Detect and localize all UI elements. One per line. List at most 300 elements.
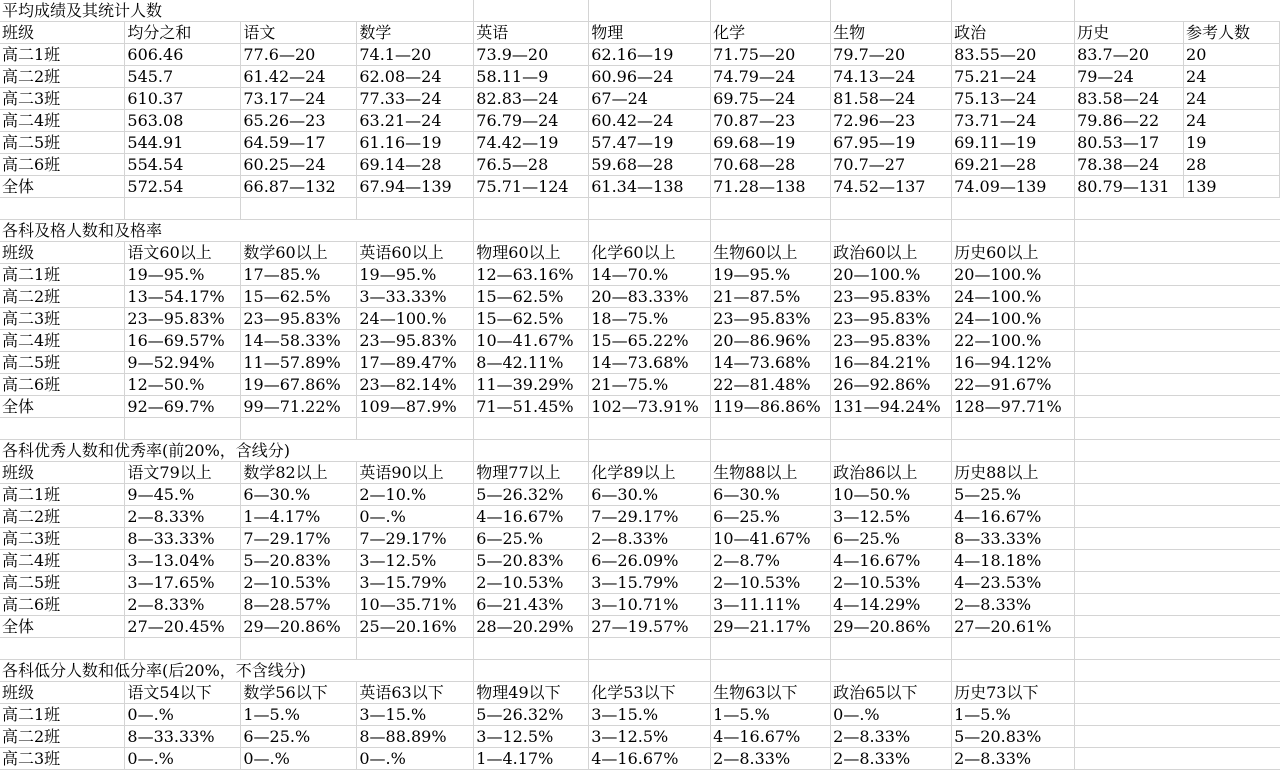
data-cell[interactable]: 24 <box>1184 88 1280 110</box>
data-cell[interactable]: 0—.% <box>357 748 474 770</box>
data-cell[interactable]: 19—95.% <box>125 264 241 286</box>
data-cell[interactable]: 11—57.89% <box>241 352 357 374</box>
data-cell[interactable]: 563.08 <box>125 110 241 132</box>
data-cell[interactable]: 75.21—24 <box>952 66 1075 88</box>
empty-cell[interactable] <box>1075 704 1184 726</box>
column-header-cell[interactable]: 英语 <box>474 22 589 44</box>
empty-cell[interactable] <box>711 220 831 242</box>
empty-cell[interactable] <box>1075 0 1184 22</box>
column-header-cell[interactable]: 政治 <box>952 22 1075 44</box>
data-cell[interactable]: 23—95.83% <box>831 330 952 352</box>
data-cell[interactable]: 2—10.53% <box>831 572 952 594</box>
empty-cell[interactable] <box>952 220 1075 242</box>
data-cell[interactable]: 14—73.68% <box>589 352 711 374</box>
empty-cell[interactable] <box>1075 572 1184 594</box>
column-header-cell[interactable]: 物理49以下 <box>474 682 589 704</box>
data-cell[interactable]: 20—100.% <box>952 264 1075 286</box>
data-cell[interactable]: 4—23.53% <box>952 572 1075 594</box>
data-cell[interactable]: 6—30.% <box>589 484 711 506</box>
data-cell[interactable]: 5—20.83% <box>241 550 357 572</box>
data-cell[interactable]: 82.83—24 <box>474 88 589 110</box>
data-cell[interactable]: 6—25.% <box>241 726 357 748</box>
data-cell[interactable]: 59.68—28 <box>589 154 711 176</box>
data-cell[interactable]: 20—100.% <box>831 264 952 286</box>
empty-cell[interactable] <box>125 418 241 440</box>
data-cell[interactable]: 81.58—24 <box>831 88 952 110</box>
data-cell[interactable]: 9—52.94% <box>125 352 241 374</box>
empty-cell[interactable] <box>711 198 831 220</box>
data-cell[interactable]: 23—95.83% <box>831 308 952 330</box>
empty-cell[interactable] <box>1075 374 1184 396</box>
empty-cell[interactable] <box>1184 572 1280 594</box>
row-label-cell[interactable]: 高二4班 <box>0 110 125 132</box>
data-cell[interactable]: 27—20.61% <box>952 616 1075 638</box>
data-cell[interactable]: 15—62.5% <box>241 286 357 308</box>
data-cell[interactable]: 83.7—20 <box>1075 44 1184 66</box>
data-cell[interactable]: 69.68—19 <box>711 132 831 154</box>
data-cell[interactable]: 2—8.33% <box>589 528 711 550</box>
data-cell[interactable]: 71—51.45% <box>474 396 589 418</box>
empty-cell[interactable] <box>1075 594 1184 616</box>
empty-cell[interactable] <box>1184 484 1280 506</box>
data-cell[interactable]: 2—8.33% <box>952 594 1075 616</box>
row-label-cell[interactable]: 高二2班 <box>0 66 125 88</box>
data-cell[interactable]: 13—54.17% <box>125 286 241 308</box>
empty-cell[interactable] <box>241 198 357 220</box>
data-cell[interactable]: 2—8.33% <box>831 726 952 748</box>
empty-cell[interactable] <box>1184 506 1280 528</box>
data-cell[interactable]: 23—95.83% <box>711 308 831 330</box>
empty-cell[interactable] <box>1184 440 1280 462</box>
column-header-cell[interactable]: 物理60以上 <box>474 242 589 264</box>
empty-cell[interactable] <box>1075 484 1184 506</box>
empty-cell[interactable] <box>831 440 952 462</box>
data-cell[interactable]: 75.71—124 <box>474 176 589 198</box>
data-cell[interactable]: 67—24 <box>589 88 711 110</box>
data-cell[interactable]: 61.42—24 <box>241 66 357 88</box>
data-cell[interactable]: 0—.% <box>125 748 241 770</box>
column-header-cell[interactable]: 化学53以下 <box>589 682 711 704</box>
data-cell[interactable]: 22—91.67% <box>952 374 1075 396</box>
data-cell[interactable]: 16—69.57% <box>125 330 241 352</box>
column-header-cell[interactable]: 英语60以上 <box>357 242 474 264</box>
row-label-cell[interactable]: 高二6班 <box>0 154 125 176</box>
data-cell[interactable]: 2—8.33% <box>125 594 241 616</box>
empty-cell[interactable] <box>952 638 1075 660</box>
data-cell[interactable]: 62.16—19 <box>589 44 711 66</box>
empty-cell[interactable] <box>589 660 711 682</box>
data-cell[interactable]: 72.96—23 <box>831 110 952 132</box>
column-header-cell[interactable]: 班级 <box>0 682 125 704</box>
empty-cell[interactable] <box>1184 330 1280 352</box>
data-cell[interactable]: 24—100.% <box>952 286 1075 308</box>
data-cell[interactable]: 3—10.71% <box>589 594 711 616</box>
empty-cell[interactable] <box>357 198 474 220</box>
empty-cell[interactable] <box>1184 396 1280 418</box>
empty-cell[interactable] <box>1184 462 1280 484</box>
data-cell[interactable]: 74.42—19 <box>474 132 589 154</box>
empty-cell[interactable] <box>952 418 1075 440</box>
empty-cell[interactable] <box>1184 242 1280 264</box>
data-cell[interactable]: 28—20.29% <box>474 616 589 638</box>
column-header-cell[interactable]: 班级 <box>0 242 125 264</box>
data-cell[interactable]: 16—94.12% <box>952 352 1075 374</box>
data-cell[interactable]: 17—89.47% <box>357 352 474 374</box>
column-header-cell[interactable]: 生物63以下 <box>711 682 831 704</box>
data-cell[interactable]: 14—58.33% <box>241 330 357 352</box>
empty-cell[interactable] <box>474 660 589 682</box>
data-cell[interactable]: 28 <box>1184 154 1280 176</box>
empty-cell[interactable] <box>1075 264 1184 286</box>
empty-cell[interactable] <box>1184 660 1280 682</box>
empty-cell[interactable] <box>1184 550 1280 572</box>
data-cell[interactable]: 70.87—23 <box>711 110 831 132</box>
empty-cell[interactable] <box>241 638 357 660</box>
row-label-cell[interactable]: 高二2班 <box>0 286 125 308</box>
data-cell[interactable]: 71.28—138 <box>711 176 831 198</box>
data-cell[interactable]: 8—88.89% <box>357 726 474 748</box>
empty-cell[interactable] <box>952 660 1075 682</box>
data-cell[interactable]: 83.58—24 <box>1075 88 1184 110</box>
data-cell[interactable]: 6—21.43% <box>474 594 589 616</box>
data-cell[interactable]: 74.1—20 <box>357 44 474 66</box>
empty-cell[interactable] <box>241 418 357 440</box>
data-cell[interactable]: 5—26.32% <box>474 484 589 506</box>
empty-cell[interactable] <box>474 638 589 660</box>
empty-cell[interactable] <box>1075 440 1184 462</box>
data-cell[interactable]: 5—25.% <box>952 484 1075 506</box>
column-header-cell[interactable]: 化学 <box>711 22 831 44</box>
data-cell[interactable]: 74.52—137 <box>831 176 952 198</box>
data-cell[interactable]: 19—95.% <box>711 264 831 286</box>
row-label-cell[interactable]: 高二5班 <box>0 132 125 154</box>
data-cell[interactable]: 2—10.53% <box>711 572 831 594</box>
section-title-cell[interactable]: 平均成绩及其统计人数 <box>0 0 357 22</box>
row-label-cell[interactable]: 高二6班 <box>0 374 125 396</box>
data-cell[interactable]: 8—33.33% <box>125 528 241 550</box>
row-label-cell[interactable]: 全体 <box>0 396 125 418</box>
column-header-cell[interactable]: 历史88以上 <box>952 462 1075 484</box>
column-header-cell[interactable]: 语文60以上 <box>125 242 241 264</box>
data-cell[interactable]: 16—84.21% <box>831 352 952 374</box>
data-cell[interactable]: 20—86.96% <box>711 330 831 352</box>
column-header-cell[interactable]: 均分之和 <box>125 22 241 44</box>
data-cell[interactable]: 76.79—24 <box>474 110 589 132</box>
empty-cell[interactable] <box>357 638 474 660</box>
empty-cell[interactable] <box>952 198 1075 220</box>
data-cell[interactable]: 1—5.% <box>711 704 831 726</box>
data-cell[interactable]: 4—16.67% <box>589 748 711 770</box>
empty-cell[interactable] <box>1184 0 1280 22</box>
empty-cell[interactable] <box>474 220 589 242</box>
empty-cell[interactable] <box>589 440 711 462</box>
data-cell[interactable]: 77.33—24 <box>357 88 474 110</box>
column-header-cell[interactable]: 历史60以上 <box>952 242 1075 264</box>
data-cell[interactable]: 20 <box>1184 44 1280 66</box>
data-cell[interactable]: 22—100.% <box>952 330 1075 352</box>
data-cell[interactable]: 3—15.79% <box>357 572 474 594</box>
row-label-cell[interactable]: 高二6班 <box>0 594 125 616</box>
empty-cell[interactable] <box>1075 352 1184 374</box>
data-cell[interactable]: 21—75.% <box>589 374 711 396</box>
row-label-cell[interactable]: 高二1班 <box>0 704 125 726</box>
column-header-cell[interactable]: 政治65以下 <box>831 682 952 704</box>
data-cell[interactable]: 544.91 <box>125 132 241 154</box>
empty-cell[interactable] <box>831 660 952 682</box>
data-cell[interactable]: 79.86—22 <box>1075 110 1184 132</box>
column-header-cell[interactable]: 数学 <box>357 22 474 44</box>
data-cell[interactable]: 11—39.29% <box>474 374 589 396</box>
empty-cell[interactable] <box>1184 726 1280 748</box>
data-cell[interactable]: 99—71.22% <box>241 396 357 418</box>
data-cell[interactable]: 73.17—24 <box>241 88 357 110</box>
column-header-cell[interactable]: 生物 <box>831 22 952 44</box>
data-cell[interactable]: 67.95—19 <box>831 132 952 154</box>
data-cell[interactable]: 7—29.17% <box>589 506 711 528</box>
data-cell[interactable]: 23—95.83% <box>831 286 952 308</box>
data-cell[interactable]: 2—10.53% <box>241 572 357 594</box>
empty-cell[interactable] <box>1075 616 1184 638</box>
row-label-cell[interactable]: 全体 <box>0 176 125 198</box>
data-cell[interactable]: 12—50.% <box>125 374 241 396</box>
data-cell[interactable]: 75.13—24 <box>952 88 1075 110</box>
empty-cell[interactable] <box>1184 198 1280 220</box>
row-label-cell[interactable]: 高二4班 <box>0 330 125 352</box>
row-label-cell[interactable]: 高二1班 <box>0 44 125 66</box>
empty-cell[interactable] <box>1184 638 1280 660</box>
data-cell[interactable]: 4—14.29% <box>831 594 952 616</box>
data-cell[interactable]: 73.71—24 <box>952 110 1075 132</box>
data-cell[interactable]: 6—25.% <box>474 528 589 550</box>
empty-cell[interactable] <box>1184 594 1280 616</box>
data-cell[interactable]: 74.09—139 <box>952 176 1075 198</box>
empty-cell[interactable] <box>1075 748 1184 770</box>
empty-cell[interactable] <box>1075 198 1184 220</box>
data-cell[interactable]: 69.21—28 <box>952 154 1075 176</box>
data-cell[interactable]: 0—.% <box>241 748 357 770</box>
data-cell[interactable]: 4—16.67% <box>831 550 952 572</box>
data-cell[interactable]: 109—87.9% <box>357 396 474 418</box>
data-cell[interactable]: 572.54 <box>125 176 241 198</box>
data-cell[interactable]: 2—10.53% <box>474 572 589 594</box>
empty-cell[interactable] <box>357 660 474 682</box>
data-cell[interactable]: 9—45.% <box>125 484 241 506</box>
empty-cell[interactable] <box>589 0 711 22</box>
data-cell[interactable]: 2—8.33% <box>952 748 1075 770</box>
empty-cell[interactable] <box>1075 396 1184 418</box>
row-label-cell[interactable]: 全体 <box>0 616 125 638</box>
column-header-cell[interactable]: 政治86以上 <box>831 462 952 484</box>
data-cell[interactable]: 29—20.86% <box>831 616 952 638</box>
data-cell[interactable]: 25—20.16% <box>357 616 474 638</box>
empty-cell[interactable] <box>952 0 1075 22</box>
empty-cell[interactable] <box>831 638 952 660</box>
column-header-cell[interactable]: 生物88以上 <box>711 462 831 484</box>
data-cell[interactable]: 3—15.79% <box>589 572 711 594</box>
empty-cell[interactable] <box>1184 528 1280 550</box>
data-cell[interactable]: 58.11—9 <box>474 66 589 88</box>
data-cell[interactable]: 27—19.57% <box>589 616 711 638</box>
data-cell[interactable]: 26—92.86% <box>831 374 952 396</box>
empty-cell[interactable] <box>1184 352 1280 374</box>
data-cell[interactable]: 4—16.67% <box>711 726 831 748</box>
data-cell[interactable]: 14—73.68% <box>711 352 831 374</box>
empty-cell[interactable] <box>357 0 474 22</box>
empty-cell[interactable] <box>1075 660 1184 682</box>
data-cell[interactable]: 66.87—132 <box>241 176 357 198</box>
data-cell[interactable]: 6—25.% <box>711 506 831 528</box>
data-cell[interactable]: 92—69.7% <box>125 396 241 418</box>
empty-cell[interactable] <box>831 198 952 220</box>
data-cell[interactable]: 20—83.33% <box>589 286 711 308</box>
empty-cell[interactable] <box>474 198 589 220</box>
data-cell[interactable]: 2—8.33% <box>125 506 241 528</box>
data-cell[interactable]: 24—100.% <box>952 308 1075 330</box>
data-cell[interactable]: 3—33.33% <box>357 286 474 308</box>
data-cell[interactable]: 23—95.83% <box>125 308 241 330</box>
section-title-cell[interactable]: 各科及格人数和及格率 <box>0 220 357 242</box>
data-cell[interactable]: 3—12.5% <box>589 726 711 748</box>
empty-cell[interactable] <box>589 220 711 242</box>
data-cell[interactable]: 2—10.% <box>357 484 474 506</box>
empty-cell[interactable] <box>831 418 952 440</box>
data-cell[interactable]: 74.13—24 <box>831 66 952 88</box>
empty-cell[interactable] <box>1075 528 1184 550</box>
data-cell[interactable]: 4—16.67% <box>474 506 589 528</box>
column-header-cell[interactable]: 物理 <box>589 22 711 44</box>
empty-cell[interactable] <box>0 198 125 220</box>
data-cell[interactable]: 12—63.16% <box>474 264 589 286</box>
data-cell[interactable]: 15—65.22% <box>589 330 711 352</box>
data-cell[interactable]: 19—95.% <box>357 264 474 286</box>
data-cell[interactable]: 71.75—20 <box>711 44 831 66</box>
data-cell[interactable]: 78.38—24 <box>1075 154 1184 176</box>
data-cell[interactable]: 0—.% <box>831 704 952 726</box>
data-cell[interactable]: 6—30.% <box>711 484 831 506</box>
data-cell[interactable]: 610.37 <box>125 88 241 110</box>
empty-cell[interactable] <box>589 198 711 220</box>
empty-cell[interactable] <box>1075 682 1184 704</box>
data-cell[interactable]: 606.46 <box>125 44 241 66</box>
empty-cell[interactable] <box>1184 748 1280 770</box>
data-cell[interactable]: 57.47—19 <box>589 132 711 154</box>
data-cell[interactable]: 76.5—28 <box>474 154 589 176</box>
empty-cell[interactable] <box>125 198 241 220</box>
column-header-cell[interactable]: 物理77以上 <box>474 462 589 484</box>
column-header-cell[interactable]: 语文 <box>241 22 357 44</box>
data-cell[interactable]: 2—8.33% <box>831 748 952 770</box>
column-header-cell[interactable]: 班级 <box>0 22 125 44</box>
empty-cell[interactable] <box>589 418 711 440</box>
empty-cell[interactable] <box>474 0 589 22</box>
row-label-cell[interactable]: 高二2班 <box>0 726 125 748</box>
empty-cell[interactable] <box>0 638 125 660</box>
data-cell[interactable]: 3—15.% <box>357 704 474 726</box>
column-header-cell[interactable]: 历史73以下 <box>952 682 1075 704</box>
data-cell[interactable]: 8—33.33% <box>125 726 241 748</box>
row-label-cell[interactable]: 高二5班 <box>0 352 125 374</box>
empty-cell[interactable] <box>1075 550 1184 572</box>
empty-cell[interactable] <box>474 418 589 440</box>
data-cell[interactable]: 2—8.7% <box>711 550 831 572</box>
empty-cell[interactable] <box>1184 374 1280 396</box>
data-cell[interactable]: 64.59—17 <box>241 132 357 154</box>
empty-cell[interactable] <box>1075 462 1184 484</box>
data-cell[interactable]: 10—50.% <box>831 484 952 506</box>
data-cell[interactable]: 1—5.% <box>241 704 357 726</box>
data-cell[interactable]: 5—20.83% <box>952 726 1075 748</box>
empty-cell[interactable] <box>952 440 1075 462</box>
data-cell[interactable]: 10—35.71% <box>357 594 474 616</box>
empty-cell[interactable] <box>1075 242 1184 264</box>
data-cell[interactable]: 554.54 <box>125 154 241 176</box>
data-cell[interactable]: 3—17.65% <box>125 572 241 594</box>
data-cell[interactable]: 8—42.11% <box>474 352 589 374</box>
data-cell[interactable]: 102—73.91% <box>589 396 711 418</box>
data-cell[interactable]: 17—85.% <box>241 264 357 286</box>
data-cell[interactable]: 7—29.17% <box>357 528 474 550</box>
data-cell[interactable]: 79.7—20 <box>831 44 952 66</box>
empty-cell[interactable] <box>831 0 952 22</box>
data-cell[interactable]: 3—13.04% <box>125 550 241 572</box>
data-cell[interactable]: 1—4.17% <box>241 506 357 528</box>
section-title-cell[interactable]: 各科低分人数和低分率(后20%，不含线分) <box>0 660 357 682</box>
empty-cell[interactable] <box>831 220 952 242</box>
data-cell[interactable]: 60.25—24 <box>241 154 357 176</box>
column-header-cell[interactable]: 语文79以上 <box>125 462 241 484</box>
data-cell[interactable]: 27—20.45% <box>125 616 241 638</box>
data-cell[interactable]: 29—20.86% <box>241 616 357 638</box>
data-cell[interactable]: 60.96—24 <box>589 66 711 88</box>
empty-cell[interactable] <box>1075 418 1184 440</box>
empty-cell[interactable] <box>0 418 125 440</box>
data-cell[interactable]: 70.68—28 <box>711 154 831 176</box>
column-header-cell[interactable]: 语文54以下 <box>125 682 241 704</box>
data-cell[interactable]: 545.7 <box>125 66 241 88</box>
data-cell[interactable]: 4—16.67% <box>952 506 1075 528</box>
column-header-cell[interactable]: 化学89以上 <box>589 462 711 484</box>
data-cell[interactable]: 2—8.33% <box>711 748 831 770</box>
section-title-cell[interactable]: 各科优秀人数和优秀率(前20%，含线分) <box>0 440 357 462</box>
empty-cell[interactable] <box>474 440 589 462</box>
data-cell[interactable]: 3—12.5% <box>357 550 474 572</box>
data-cell[interactable]: 128—97.71% <box>952 396 1075 418</box>
row-label-cell[interactable]: 高二1班 <box>0 484 125 506</box>
data-cell[interactable]: 73.9—20 <box>474 44 589 66</box>
data-cell[interactable]: 15—62.5% <box>474 308 589 330</box>
column-header-cell[interactable]: 英语63以下 <box>357 682 474 704</box>
data-cell[interactable]: 77.6—20 <box>241 44 357 66</box>
data-cell[interactable]: 70.7—27 <box>831 154 952 176</box>
data-cell[interactable]: 119—86.86% <box>711 396 831 418</box>
row-label-cell[interactable]: 高二3班 <box>0 748 125 770</box>
data-cell[interactable]: 1—5.% <box>952 704 1075 726</box>
data-cell[interactable]: 1—4.17% <box>474 748 589 770</box>
data-cell[interactable]: 67.94—139 <box>357 176 474 198</box>
empty-cell[interactable] <box>711 418 831 440</box>
data-cell[interactable]: 69.75—24 <box>711 88 831 110</box>
row-label-cell[interactable]: 高二2班 <box>0 506 125 528</box>
column-header-cell[interactable]: 数学56以下 <box>241 682 357 704</box>
data-cell[interactable]: 62.08—24 <box>357 66 474 88</box>
column-header-cell[interactable]: 班级 <box>0 462 125 484</box>
data-cell[interactable]: 63.21—24 <box>357 110 474 132</box>
empty-cell[interactable] <box>1184 704 1280 726</box>
column-header-cell[interactable]: 参考人数 <box>1184 22 1280 44</box>
row-label-cell[interactable]: 高二5班 <box>0 572 125 594</box>
column-header-cell[interactable]: 历史 <box>1075 22 1184 44</box>
row-label-cell[interactable]: 高二3班 <box>0 528 125 550</box>
